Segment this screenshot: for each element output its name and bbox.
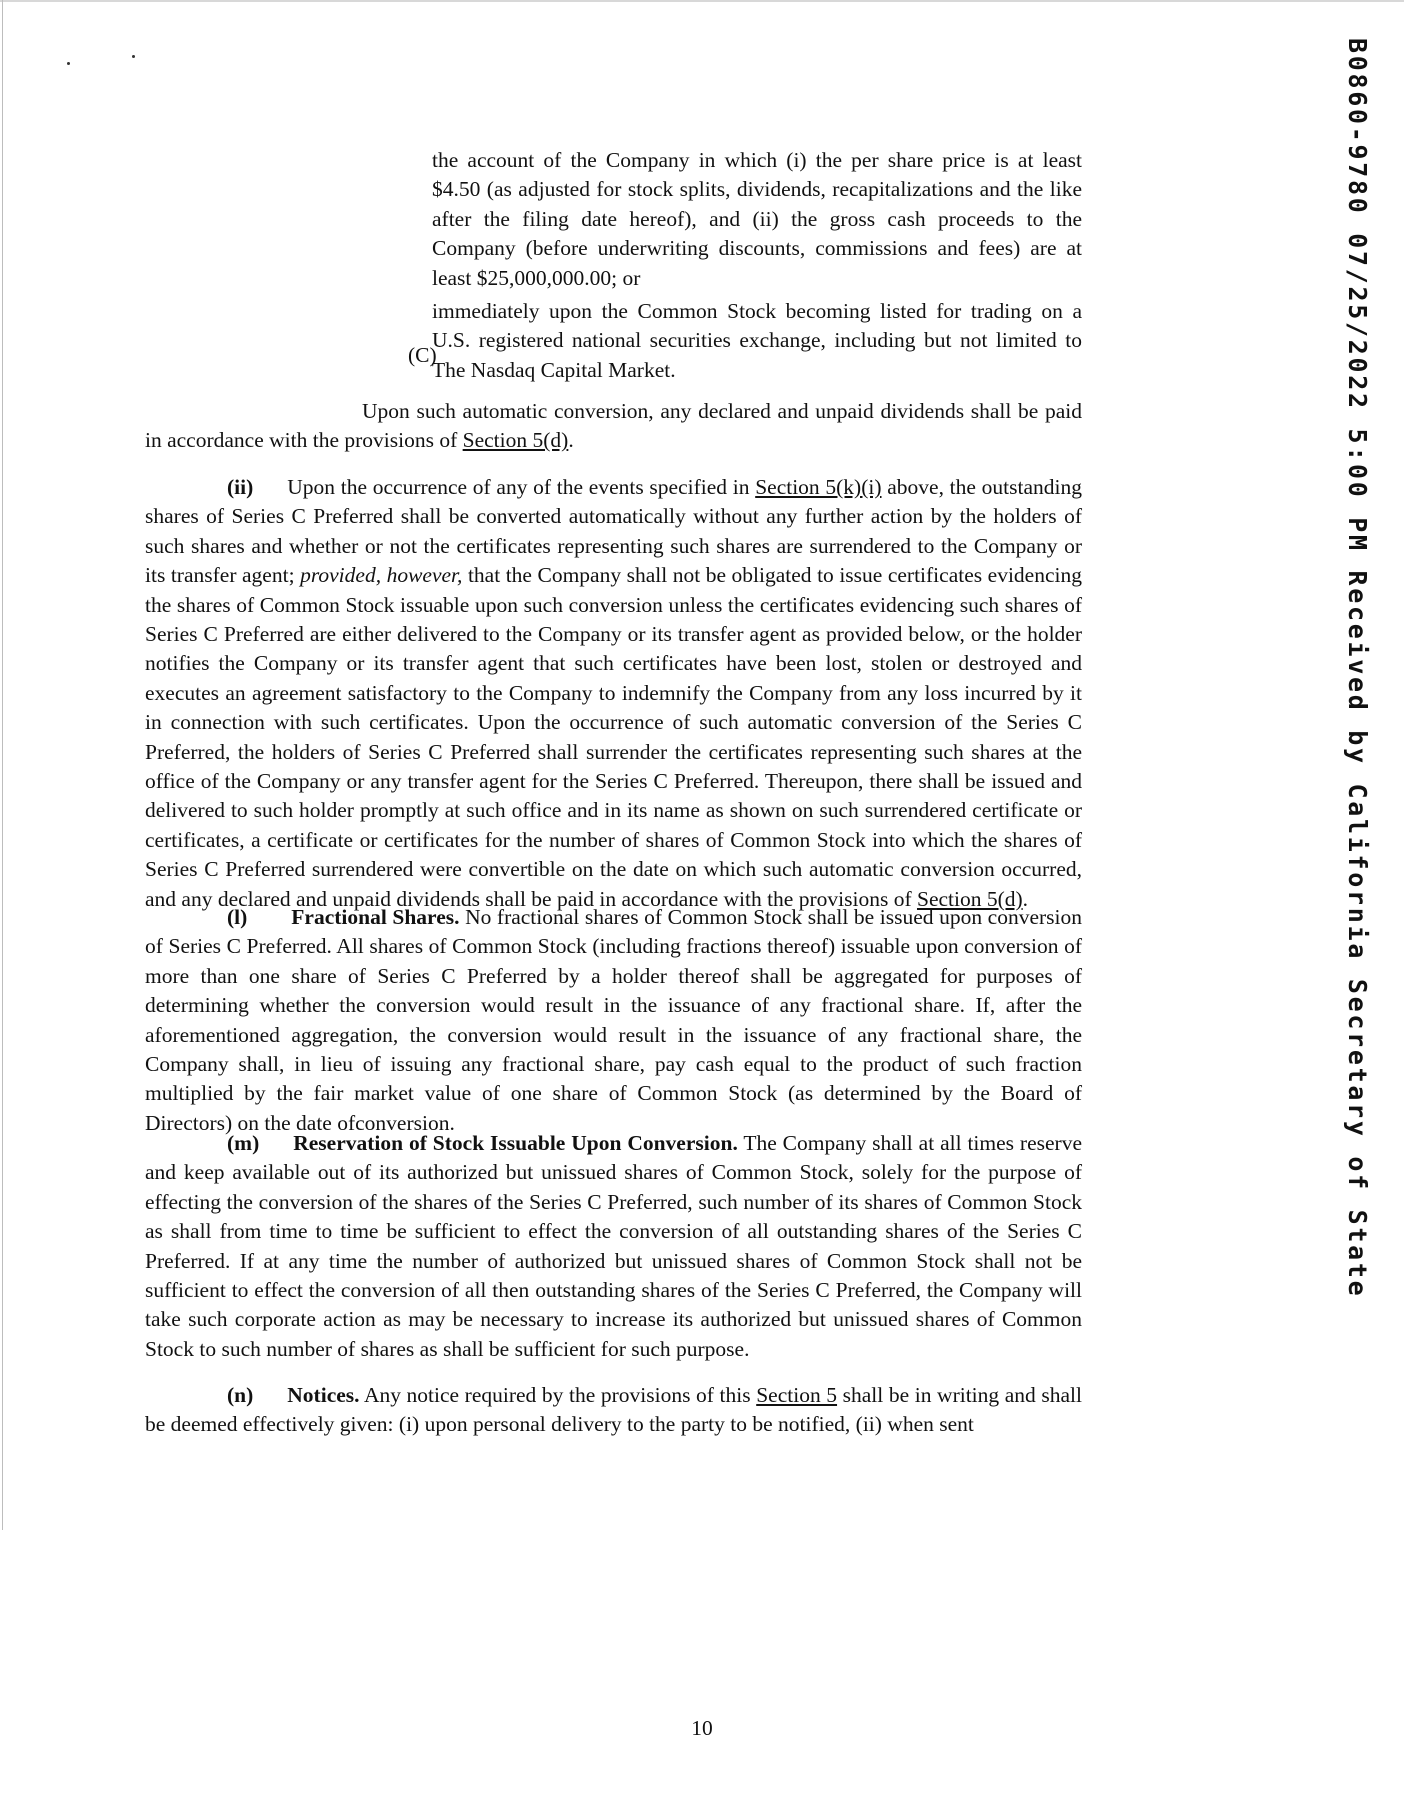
paragraph-m-heading: Reservation of Stock Issuable Upon Conversion. [293, 1131, 738, 1155]
paragraph-m-label: (m) [227, 1131, 260, 1155]
paragraph-l-label: (l) [227, 905, 248, 929]
paragraph-n-label: (n) [227, 1383, 254, 1407]
section-reference: Section 5(d) [916, 886, 1023, 911]
paragraph-ii: (ii) Upon the occurrence of any of the events specified in Section 5(k)(i) above, the outstanding shares of Series C Preferred shall be converted automatically without any further action by the holders of such shares and whether or not the certificates representing such shares are surrendered to the Company or its transfer agent; provided, however, that the Company shall not be obligated to issue certificates evidencing the shares of Common Stock issuable upon such conversion unless the certificates evidencing such shares of Series C Preferred are either delivered to the Company or its transfer agent as provided below, or the holder notifies the Company or its transfer agent that such certificates have been lost, stolen or destroyed and executes an agreement satisfactory to the Company to indemnify the Company from any loss incurred by it in connection with such certificates. Upon the occurrence of such automatic conversion of the Series C Preferred, the holders of Series C Preferred shall surrender the certificates representing such shares at the office of the Company or any transfer agent for the Series C Preferred. Thereupon, there shall be issued and delivered to such holder promptly at such office and in its name as shown on such surrendered certificate or certificates, a certificate or certificates for the number of shares of Common Stock into which the shares of Series C Preferred surrendered were convertible on the date on which such automatic conversion occurred, and any declared and unpaid dividends shall be paid in accordance with the provisions of Section 5(d). [145, 475, 1082, 911]
paragraph-l-heading: Fractional Shares. [291, 905, 460, 929]
item-c-label: (C) [408, 343, 437, 367]
filing-stamp: B0860-9780 07/25/2022 5:00 PM Received by California Secretary of State [1343, 38, 1372, 1299]
scan-left-edge [2, 0, 3, 1530]
scan-speck [132, 55, 135, 58]
automatic-conversion-paragraph: Upon such automatic conversion, any declared and unpaid dividends shall be paid in accordance with the provisions of Section 5(d). [145, 399, 1082, 453]
paragraph-l-fractional-shares: (l) Fractional Shares. No fractional shares of Common Stock shall be issued upon conversion of Series C Preferred. All shares of Common Stock (including fractions thereof) issuable upon conversion of more than one share of Series C Preferred by a holder thereof shall be aggregated for purposes of determining whether the conversion would result in the issuance of any fractional share. If, after the aforementioned aggregation, the conversion would result in the issuance of any fractional share, the Company shall, in lieu of issuing any fractional share, pay cash equal to the product of such fraction multiplied by the fair market value of one share of Common Stock (as determined by the Board of Directors) on the date ofconversion. [145, 905, 1082, 1135]
paragraph-ii-label: (ii) [227, 475, 254, 499]
section-reference: Section 5 [756, 1383, 838, 1407]
paragraph-n-notices: (n) Notices. Any notice required by the provisions of this Section 5 shall be in writing and shall be deemed effectively given: (i) upon personal delivery to the party to be notified, (ii) when sent [145, 1383, 1082, 1437]
scan-speck [67, 62, 70, 65]
item-c-text: immediately upon the Common Stock becoming listed for trading on a U.S. registered national securities exchange, including but not limited to The Nasdaq Capital Market. [432, 299, 1082, 382]
paragraph-n-heading: Notices. [287, 1383, 360, 1407]
paragraph-m-reservation: (m) Reservation of Stock Issuable Upon Conversion. The Company shall at all times reserve and keep available out of its authorized but unissued shares of Common Stock, solely for the purpose of effecting the conversion of the shares of the Series C Preferred, such number of its shares of Common Stock as shall from time to time be sufficient to effect the conversion of all outstanding shares of the Series C Preferred. If at any time the number of authorized but unissued shares of Common Stock shall not be sufficient to effect the conversion of all then outstanding shares of the Series C Preferred, the Company will take such corporate action as may be necessary to increase its authorized but unissued shares of Common Stock to such number of shares as shall be sufficient for such purpose. [145, 1131, 1082, 1361]
scan-top-edge [0, 0, 1404, 2]
section-reference: Section 5(k)(i) [755, 475, 882, 499]
page-number: 10 [691, 1716, 713, 1740]
section-reference: Section 5(d) [462, 428, 569, 453]
item-b-continuation: the account of the Company in which (i) the per share price is at least $4.50 (as adjusted for stock splits, dividends, recapitalizations and the like after the filing date hereof), and (ii) the gross cash proceeds to the Company (before underwriting discounts, commissions and fees) are at least $25,000,000.00; or [432, 148, 1082, 290]
